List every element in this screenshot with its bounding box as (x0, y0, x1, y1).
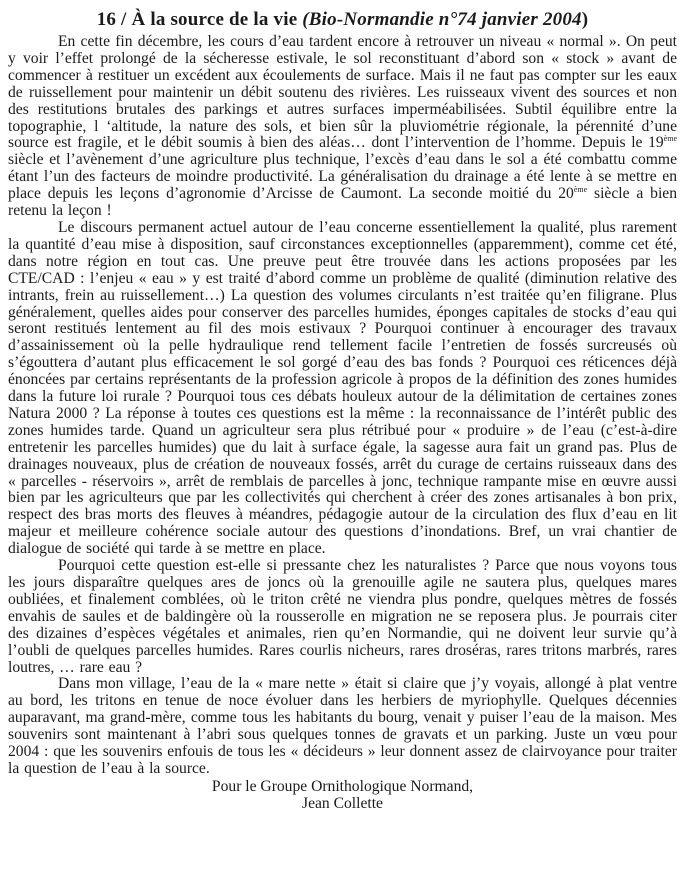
paragraph-text-segment: siècle et l’avènement d’une agriculture plus technique, l’excès d’eau dans le sol a été combattu comme étant l’un des facteurs de moindre productivité. La généralisation du drainage a été lente à se mettre en place depuis les leçons d’agronomie d’Arcisse de Caumont. La seconde moitié du 20 (8, 151, 677, 203)
signature-organization: Pour le Groupe Ornithologique Normand, (211, 777, 474, 795)
signature-author: Jean Collette (302, 795, 383, 813)
ordinal-superscript: ème (573, 184, 588, 194)
article-title (8, 9, 677, 31)
title-source-reference: (Bio-Normandie n°74 janvier 2004 (302, 9, 582, 30)
paragraph-text-segment: siècle a bien retenu la leçon ! (8, 185, 677, 220)
title-text: 16 / À la source de la vie (96, 9, 303, 30)
paragraph-naturalists-concern: Pourquoi cette question est-elle si pressante chez les naturalistes ? Parce que nous voyons tous les jours disparaître quelques ares de joncs où la grenouille agile ne sautera plus, quelques mares oubliées, et finalement comblées, où le triton crêté ne viendra plus pondre, quelques mètres de fossés envahis de saules et de baldingère où la rousserolle en migration ne se reposera plus. Je pourrais citer des dizaines d’espèces végétales et animales, rien qu’en Normandie, qui ne doivent leur survie qu’à l’oubli de quelques parcelles humides. Rares courlis nicheurs, rares droséras, rares tritons marbrés, rares loutres, … rare eau ? (8, 557, 677, 676)
paragraph-village-memory: Dans mon village, l’eau de la « mare nette » était si claire que j’y voyais, allongé à plat ventre au bord, les tritons en tenue de noce évoluer dans les herbiers de myriophylle. Quelques décennies auparavant, ma grand-mère, comme tous les habitants du bourg, venait y puiser l’eau de la maison. Mes souvenirs sont maintenant à l’abri sous quelques tonnes de gravats et un parking. Juste un vœu pour 2004 : que les souvenirs enfouis de tous les « décideurs » leur donnent assez de clairvoyance pour traiter la question de l’eau à la source. (8, 675, 677, 777)
paragraph-text-segment: En cette fin décembre, les cours d’eau tardent encore à retrouver un niveau « normal ». On peut y voir l’effet prolongé de la sécheresse estivale, le sol reconstituant d’abord son « stock » avant de commencer à restituer un excédent aux écoulements de surface. Mais il ne faut pas compter sur les eaux de ruissellement pour maintenir un débit soutenu des rivières. Les ruisseaux vivent des sources et non des restitutions brutales des parkings et autres surfaces imperméabilisées. Subtil équilibre entre la topographie, l ‘altitude, la nature des sols, et bien sûr la pluviométrie régionale, la pérennité d’une source est fragile, et le débit soumis à bien des aléas… dont l’intervention de l’homme. Depuis le 19 (8, 33, 677, 152)
paragraph-water-quality-debate: Le discours permanent actuel autour de l’eau concerne essentiellement la qualité, plus rarement la quantité d’eau mise à disposition, sauf circonstances exceptionnelles (apparemment), comme cet été, dans notre région en tout cas. Une preuve peut être trouvée dans les actions proposées par les CTE/CAD : l’enjeu « eau » y est traité d’abord comme un problème de qualité (diminution relative des intrants, frein au ruissellement…) La question des volumes circulants n’est traitée qu’en filigrane. Plus généralement, quelles aides pour conserver des parcelles humides, éponges capitales de stocks d’eau qui seront restitués lentement au fil des mois estivaux ? Pourquoi continuer à encourager des travaux d’assainissement où la pelle hydraulique rend tellement facile l’entretien de fossés surcreusés où s’égouttera d’autant plus efficacement le sol gorgé d’eau des bas fonds ? Pourquoi ces réticences déjà énoncées par certains représentants de la profession agricole à propos de la définition des zones humides dans la future loi rurale ? Pourquoi tous ces débats houleux autour de la délimitation de certaines zones Natura 2000 ? La réponse à toutes ces questions est la même : la reconnaissance de l’intérêt public des zones humides tarde. Quand un agriculteur sera plus rétribué pour « produire » de l’eau (c’est-à-dire entretenir les parcelles humides) que du lait à surface égale, la sagesse aura fait un grand pas. Plus de drainages nouveaux, plus de création de nouveaux fossés, arrêt du curage de certains ruisseaux dans des « parcelles - réservoirs », arrêt de remblais de parcelles à jonc, technique rampante mise en œuvre aussi bien par les agriculteurs que par les collectivités qui cherchent à créer des zones artisanales à bon prix, respect des bras morts des fleuves à méandres, pédagogie autour de la circulation des flux d’eau en lit majeur et meilleure cohérence sociale autour des questions d’inondations. Bref, un vrai chantier de dialogue de société qui tarde à se mettre en place. (8, 218, 677, 558)
signature-block (8, 778, 677, 813)
title-close-paren: ) (581, 9, 589, 30)
paragraph-december-rivers (8, 34, 677, 220)
ordinal-superscript: ème (663, 134, 677, 144)
